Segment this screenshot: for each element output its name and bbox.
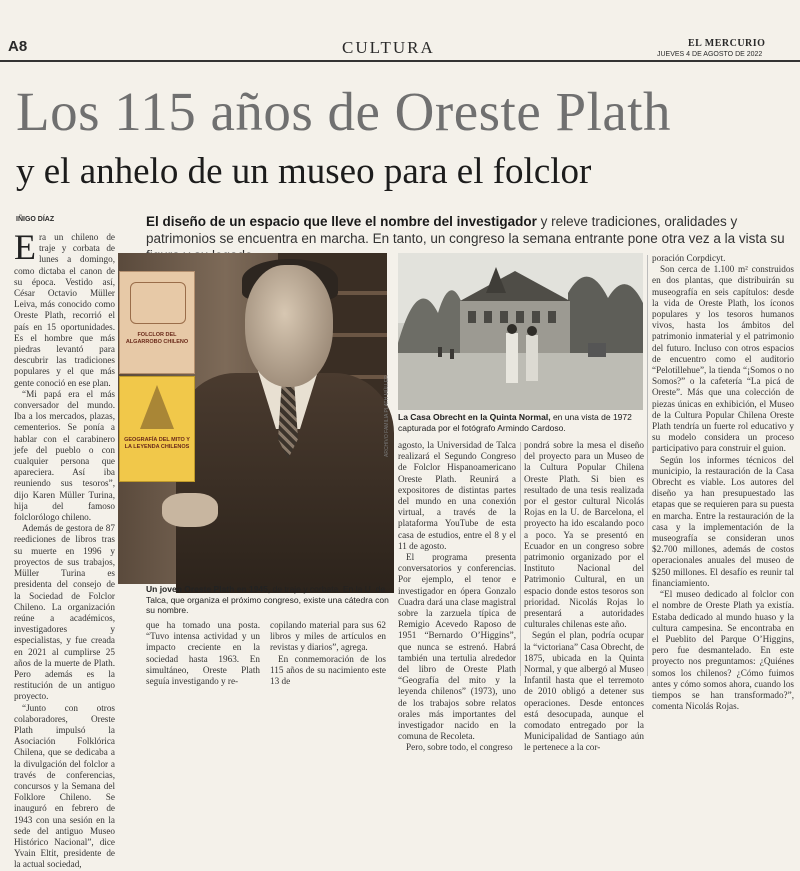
paragraph: “Junto con otros colaboradores, Oreste Plath impulsó la Asociación Folklórica Chilena, que se dedicaba a la divulgación del folclor a través de conferencias, concursos y la Semana del Folklore Chileno. Se inauguró en febrero de 1943 con una sesión en la sede del antiguo Museo Histórico Nacional”, dice Yvain Eltit, presidente de la actual sociedad, [14, 702, 115, 870]
paragraph: agosto, la Universidad de Talca realizará el Segundo Congreso de Folclor Hispanoamericano Oreste Plath. Reunirá a expositores de distintas partes del mundo en una conexión virtual, a través de la plataforma YouTube de esta casa de estudios, entre el 8 y el 11 de agosto. [398, 440, 516, 551]
paragraph: “El museo dedicado al folclor con el nombre de Oreste Plath ya existía. Estaba dedicado al mundo huaso y la cultura campesina. Se encontraba en el Pueblito del Parque O’Higgins, pero fue desmantelado. En este proyecto nos preguntamos: ¿Quiénes somos los chilenos? ¿Cómo fuimos antes y cómo somos ahora, cuando los tiempos se han transformado?”, comenta Nicolás Rojas. [652, 589, 794, 712]
lead-bold: El diseño de un espacio que lleve el nombre del investigador [146, 214, 537, 229]
header-rule [0, 60, 800, 62]
paragraph: copilando material para sus 62 libros y miles de artículos en revistas y diarios”, agrega. [270, 620, 386, 653]
page-number: A8 [8, 38, 28, 55]
drop-cap: E [14, 227, 36, 267]
paragraph: Según el plan, podría ocupar la “victoriana” Casa Obrecht, de 1875, ubicada en la Quinta Normal, y que albergó al Museo Infantil hasta que el terremoto de 2010 obligó a detener sus operaciones. Desde entonces está desocupada, aunque el comodato entregado por la Municipalidad de Santiago aún le pertenece a la cor- [524, 630, 644, 753]
article-column-2 [146, 620, 260, 687]
article-column-4 [398, 440, 516, 753]
byline: IÑIGO DÍAZ [16, 216, 55, 223]
paragraph: que ha tomado una posta. “Tuvo intensa actividad y un impacto creciente en la sociedad hasta 1963. En simultáneo, Oreste Plath seguía investigando y re- [146, 620, 260, 687]
article-column-5 [524, 440, 644, 753]
paragraph: Además de gestora de 87 reediciones de libros tras su muerte en 1996 y proyectos de sus trabajos, Müller Turina es presidenta del consejo de la Sociedad de Folclor Chileno. La organización reúne a académicos, investigadores y especialistas, y fue creada en 2021 al cumplirse 25 años de la muerte de Plath. Pero además es la restitución de un antiguo proyecto. [14, 523, 115, 702]
intro-text: ra un chileno de traje y corbata de lunes a domingo, como dictaba el canon de su época. Vestido así, César Octavio Müller Leiva, más conocido como Oreste Plath, recorrió el país en 15 oportunidades. Es el hombre que más piedras levantó para descubrir las tradiciones populares y el que más gente conoció en ese plan. [14, 232, 115, 388]
hand-with-cigarette [162, 493, 218, 527]
section-title: CULTURA [342, 38, 435, 57]
caption-bold: La Casa Obrecht en la Quinta Normal, [398, 412, 551, 422]
book-title: GEOGRAFÍA DEL MITO Y LA LEYENDA CHILENOS [124, 437, 190, 450]
paragraph: El programa presenta conversatorios y conferencias. Por ejemplo, el tenor e investigador en ópera Gonzalo Cuadra dará una clase magistral sobre la zarzuela típica de Remigio Acevedo Raposo de 1951 “Bernardo O’Higgins”, que nunca se estrenó. Habrá también una tertulia alrededor del libro de Oreste Plath “Geografía del mito y la leyenda chilenos” (1973), uno de los trabajos sobre relatos orales más importantes del investigador nacido en la comuna de Recoleta. [398, 552, 516, 742]
column-divider [520, 442, 521, 676]
caption-text: en una vista de 1972 capturada por el fotógrafo Armindo Cardoso. [398, 412, 632, 433]
face [245, 265, 333, 387]
paragraph: “Mi papá era el más conversador del mundo. Iba a los mercados, plazas, cementerios. Se ponía a hablar con el carabinero jefe del pueblo o con cualquier persona que apareciera. Así iba reuniendo sus tesoros”, dijo Karen Müller Turina, hija del famoso folclorólogo chileno. [14, 388, 115, 523]
headline: Los 115 años de Oreste Plath [16, 81, 672, 142]
article-column-1 [14, 227, 115, 870]
paragraph: pondrá sobre la mesa el diseño del proyecto para un Museo de la Cultura Popular Chilena Oreste Plath. Si bien es resultado de una tesis realizada por el gestor cultural Nicolás Rojas en la U. de Barcelona, el proyecto ha ido escalando poco a poco. Ya se presentó en Ecuador en un congreso sobre patrimonio organizado por el Instituto Nacional del Patrimonio Cultural, en un espacio donde estos tesoros son prioridad. Nicolás Rojas lo presentará a autoridades culturales chilenas este año. [524, 440, 644, 630]
photo-caption-main [146, 584, 390, 616]
issue-date: JUEVES 4 DE AGOSTO DE 2022 [657, 51, 763, 58]
photo-credit: ARCHIVO FAMILIA PLATH MÜLLER [384, 375, 390, 457]
lead-text: y releve tradiciones, oralidades y patrimonios se encuentra en marcha. En tanto, un congreso la semana entrante pone otra vez a la vista su [146, 214, 785, 246]
paragraph: poración Corpdicyt. [652, 253, 726, 263]
photo-caption-secondary [398, 412, 643, 433]
caption-bold: Un joven Oreste Plath en 1945, [146, 584, 271, 594]
paragraph: Pero, sobre todo, el congreso [406, 742, 513, 753]
column-divider [647, 255, 648, 676]
casa-obrecht-illustration [398, 253, 643, 410]
paragraph: En conmemoración de los 115 años de su nacimiento este 13 de [270, 653, 386, 687]
paragraph: Son cerca de 1.100 m² construidos en dos plantas, que distribuirán su museografía en seis capítulos: desde la vida de Oreste Plath, los íconos populares y los tesoros humanos vivos, hasta los ámbitos del patrimonio inmaterial y el patrimonio del futuro. Incluso con otros espacios de encuentro como el auditorio “Pelotillehue”, la tienda “¡Somos o no Somos?” o la cafetería “La picá de Oreste”. Más que una colección de piezas únicas en exhibición, el Museo de la Cultura Popular Chilena Oreste Plath tendría un fuerte rol educativo y su modelo considera un proceso participativo para construir el guion. [652, 264, 794, 454]
paragraph: Según los informes técnicos del municipio, la restauración de la Casa Obrecht es viable. Los autores del diseño ya han presupuestado las etapas que se requieren para su puesta en marcha. Entre la restauración de la casa y la implementación de la museografía se consideran unos $2.700 millones, además de costos operacionales anuales del museo de $250 millones. El desafío es reunir tal financiamiento. [652, 454, 794, 588]
article-column-3 [270, 620, 386, 687]
book-illustration [140, 385, 174, 429]
book-cover-folclor [119, 271, 195, 374]
casa-obrecht-photo [398, 253, 643, 410]
subheadline: y el anhelo de un museo para el folclor [16, 151, 592, 192]
newspaper-name: EL MERCURIO [688, 38, 766, 49]
article-column-6 [652, 253, 794, 712]
caption-text: de traje y corbata. En la U. de Talca, que organiza el próximo congreso, existe una cátedra con su nombre. [146, 584, 389, 615]
book-cover-geografia [119, 376, 195, 482]
book-illustration [130, 282, 186, 324]
intro-paragraph [14, 227, 115, 389]
book-title: FOLCLOR DEL ALGARROBO CHILENO [125, 332, 189, 345]
